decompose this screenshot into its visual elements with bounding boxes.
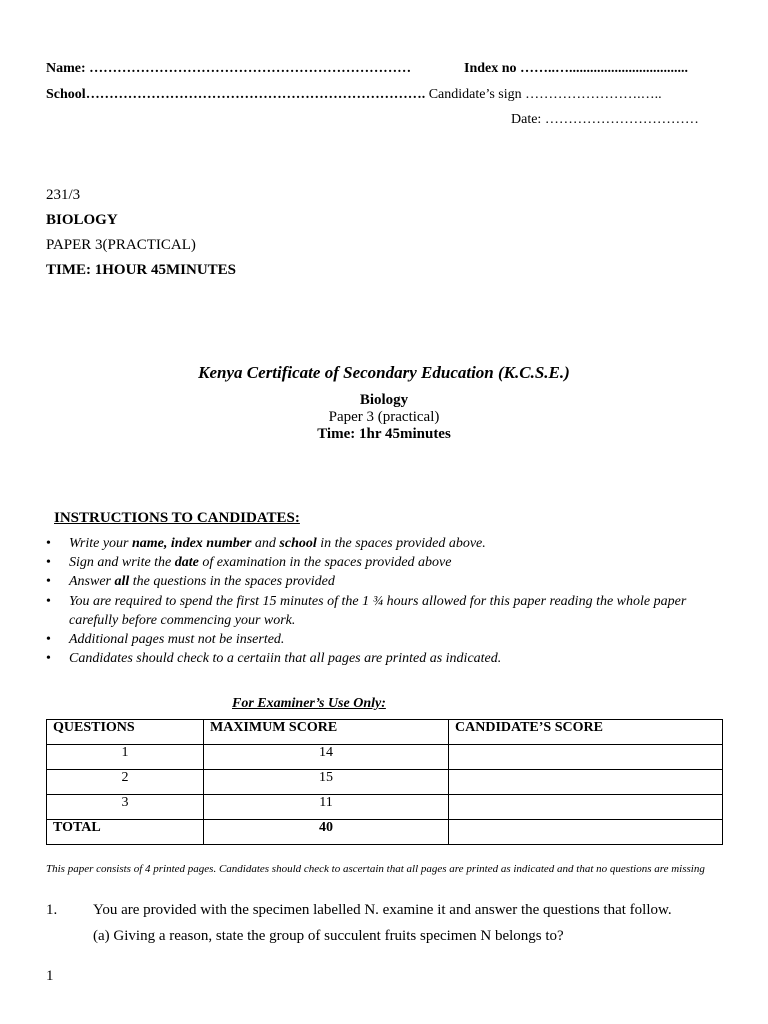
question-part-a: (a) Giving a reason, state the group of succulent fruits specimen N belongs to?: [93, 928, 564, 944]
bullet-icon: •: [46, 536, 51, 551]
table-row: [47, 745, 723, 770]
index-label: Index no: [464, 61, 517, 76]
paper-time: TIME: 1HOUR 45MINUTES: [46, 262, 237, 278]
instruction-item: • Sign and write the date of examination in the spaces provided above: [46, 553, 736, 572]
paper-code: 231/3: [46, 187, 81, 203]
table-header-row: [47, 720, 723, 745]
school-label: School: [46, 87, 86, 102]
sign-dots: …………………….…..: [525, 87, 662, 102]
name-dots: ……………………………………………………………: [89, 61, 412, 76]
bullet-icon: •: [46, 651, 51, 667]
instructions-heading: INSTRUCTIONS TO CANDIDATES:: [54, 510, 300, 526]
title-paper: Paper 3 (practical): [328, 409, 440, 425]
table-row: [47, 795, 723, 820]
index-dots: ……..…..................................: [520, 61, 689, 76]
school-field: [46, 87, 662, 103]
score-table: [46, 719, 723, 845]
title-time: Time: 1hr 45minutes: [317, 426, 451, 442]
instruction-item: • You are required to spend the first 15 minutes of the 1 ¾ hours allowed for this paper reading the whole paper carefully before commencing your work.: [46, 593, 687, 628]
total-label: TOTAL: [47, 820, 204, 845]
page-count-note: This paper consists of 4 printed pages. Candidates should check to ascertain that all pages are printed as indicated and that no questions are missing: [46, 863, 705, 875]
school-dots: ……………………………………………………………….: [85, 87, 426, 102]
max-score: 15: [204, 770, 449, 795]
candidate-score-cell[interactable]: [449, 770, 723, 795]
examiner-heading: For Examiner’s Use Only:: [232, 696, 386, 711]
title-subject: Biology: [359, 392, 409, 408]
max-score: 14: [204, 745, 449, 770]
name-field: [46, 61, 411, 77]
page-number: 1: [46, 968, 54, 984]
bullet-icon: •: [46, 574, 51, 590]
total-value: 40: [204, 820, 449, 845]
date-field: [511, 112, 699, 128]
index-field: [464, 61, 688, 77]
candidate-score-cell[interactable]: [449, 795, 723, 820]
exam-title: Kenya Certificate of Secondary Education (K.C.S.E.): [198, 363, 570, 382]
sign-label: Candidate’s sign: [428, 87, 522, 102]
candidate-score-cell[interactable]: [449, 745, 723, 770]
instruction-item: • Candidates should check to a certaiin that all pages are printed as indicated.: [46, 649, 736, 668]
max-score: 11: [204, 795, 449, 820]
date-dots: ……………………………: [544, 112, 699, 127]
instruction-item: • Answer all the questions in the spaces provided: [46, 572, 736, 591]
bullet-icon: •: [46, 593, 51, 609]
table-row: [47, 770, 723, 795]
bullet-icon: •: [46, 555, 51, 571]
col-max-score: MAXIMUM SCORE: [204, 720, 449, 745]
table-total-row: [47, 820, 723, 845]
col-questions: QUESTIONS: [47, 720, 204, 745]
date-label: Date:: [511, 112, 542, 127]
question-number: 3: [47, 795, 204, 820]
question-text: You are provided with the specimen labelled N. examine it and answer the questions that follow.: [93, 902, 672, 918]
name-label: Name:: [46, 61, 86, 76]
instructions-list: [46, 534, 736, 668]
question-number: 2: [47, 770, 204, 795]
paper-number: PAPER 3(PRACTICAL): [46, 237, 196, 253]
paper-subject: BIOLOGY: [46, 212, 118, 228]
instruction-item: • Additional pages must not be inserted.: [46, 630, 736, 649]
candidate-total-cell[interactable]: [449, 820, 723, 845]
question-number-1: 1.: [46, 902, 58, 918]
bullet-icon: •: [46, 632, 51, 648]
instruction-item: • Write your name, index number and school in the spaces provided above.: [46, 534, 736, 553]
question-number: 1: [47, 745, 204, 770]
col-candidate-score: CANDIDATE’S SCORE: [449, 720, 723, 745]
